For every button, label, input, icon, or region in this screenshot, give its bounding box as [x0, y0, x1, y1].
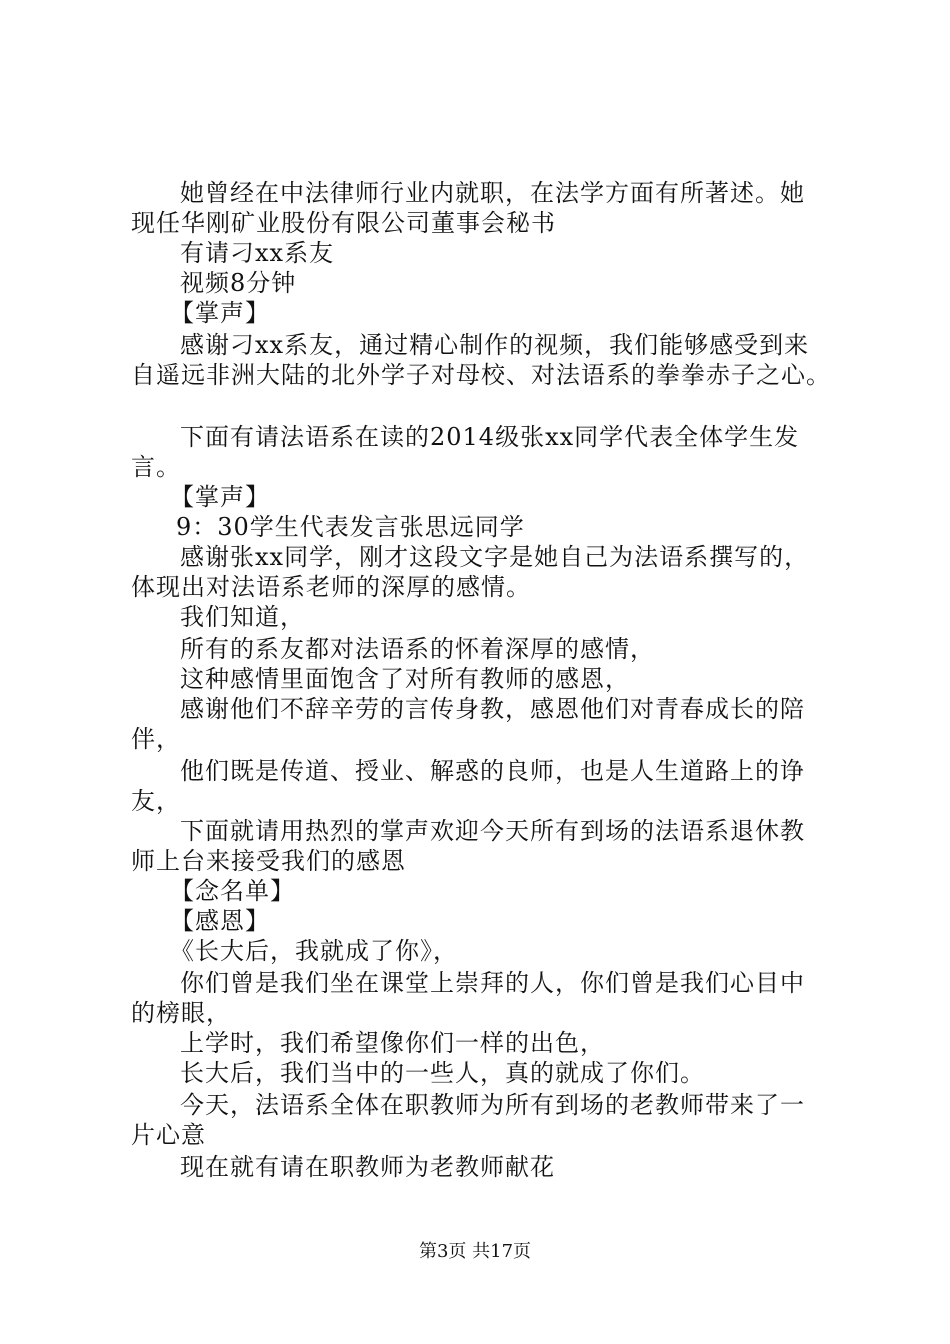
text-line: 她曾经在中法律师行业内就职，在法学方面有所著述。她 — [180, 179, 805, 207]
text-line: 你们曾是我们坐在课堂上崇拜的人，你们曾是我们心目中 — [180, 969, 805, 997]
text-line: 9：30学生代表发言张思远同学 — [176, 513, 525, 541]
text-line: 的榜眼， — [131, 999, 231, 1027]
text-line: 他们既是传道、授业、解惑的良师，也是人生道路上的诤 — [180, 757, 805, 785]
text-line: 体现出对法语系老师的深厚的感情。 — [131, 573, 531, 601]
text-line: 我们知道， — [180, 603, 305, 631]
text-line: 【念名单】 — [170, 877, 295, 905]
text-line: 这种感情里面饱含了对所有教师的感恩， — [180, 665, 630, 693]
text-line: 【掌声】 — [170, 299, 270, 327]
text-line: 上学时，我们希望像你们一样的出色， — [180, 1029, 605, 1057]
text-line: 长大后，我们当中的一些人，真的就成了你们。 — [180, 1059, 705, 1087]
text-line: 下面就请用热烈的掌声欢迎今天所有到场的法语系退休教 — [180, 817, 805, 845]
text-line: 今天，法语系全体在职教师为所有到场的老教师带来了一 — [180, 1091, 805, 1119]
text-line: 伴， — [131, 725, 181, 753]
text-line: 有请刁xx系友 — [180, 239, 335, 267]
text-line: 现任华刚矿业股份有限公司董事会秘书 — [131, 209, 556, 237]
text-line: 下面有请法语系在读的2014级张xx同学代表全体学生发 — [180, 423, 800, 451]
text-line: 感谢张xx同学，刚才这段文字是她自己为法语系撰写的， — [180, 543, 810, 571]
text-line: 友， — [131, 787, 181, 815]
text-line: 《长大后，我就成了你》， — [170, 937, 458, 965]
text-line: 所有的系友都对法语系的怀着深厚的感情， — [180, 635, 655, 663]
text-line: 言。 — [131, 453, 181, 481]
text-line: 视频8分钟 — [180, 269, 297, 297]
text-line: 现在就有请在职教师为老教师献花 — [180, 1153, 555, 1181]
page-footer: 第3页 共17页 — [418, 1241, 532, 1262]
text-line: 感谢他们不辞辛劳的言传身教，感恩他们对青春成长的陪 — [180, 695, 805, 723]
text-line: 【感恩】 — [170, 907, 270, 935]
text-line: 感谢刁xx系友，通过精心制作的视频，我们能够感受到来 — [180, 331, 810, 359]
text-line: 自遥远非洲大陆的北外学子对母校、对法语系的拳拳赤子之心。 — [131, 361, 831, 389]
text-line: 师上台来接受我们的感恩 — [131, 847, 406, 875]
text-line: 【掌声】 — [170, 483, 270, 511]
text-line: 片心意 — [131, 1121, 206, 1149]
